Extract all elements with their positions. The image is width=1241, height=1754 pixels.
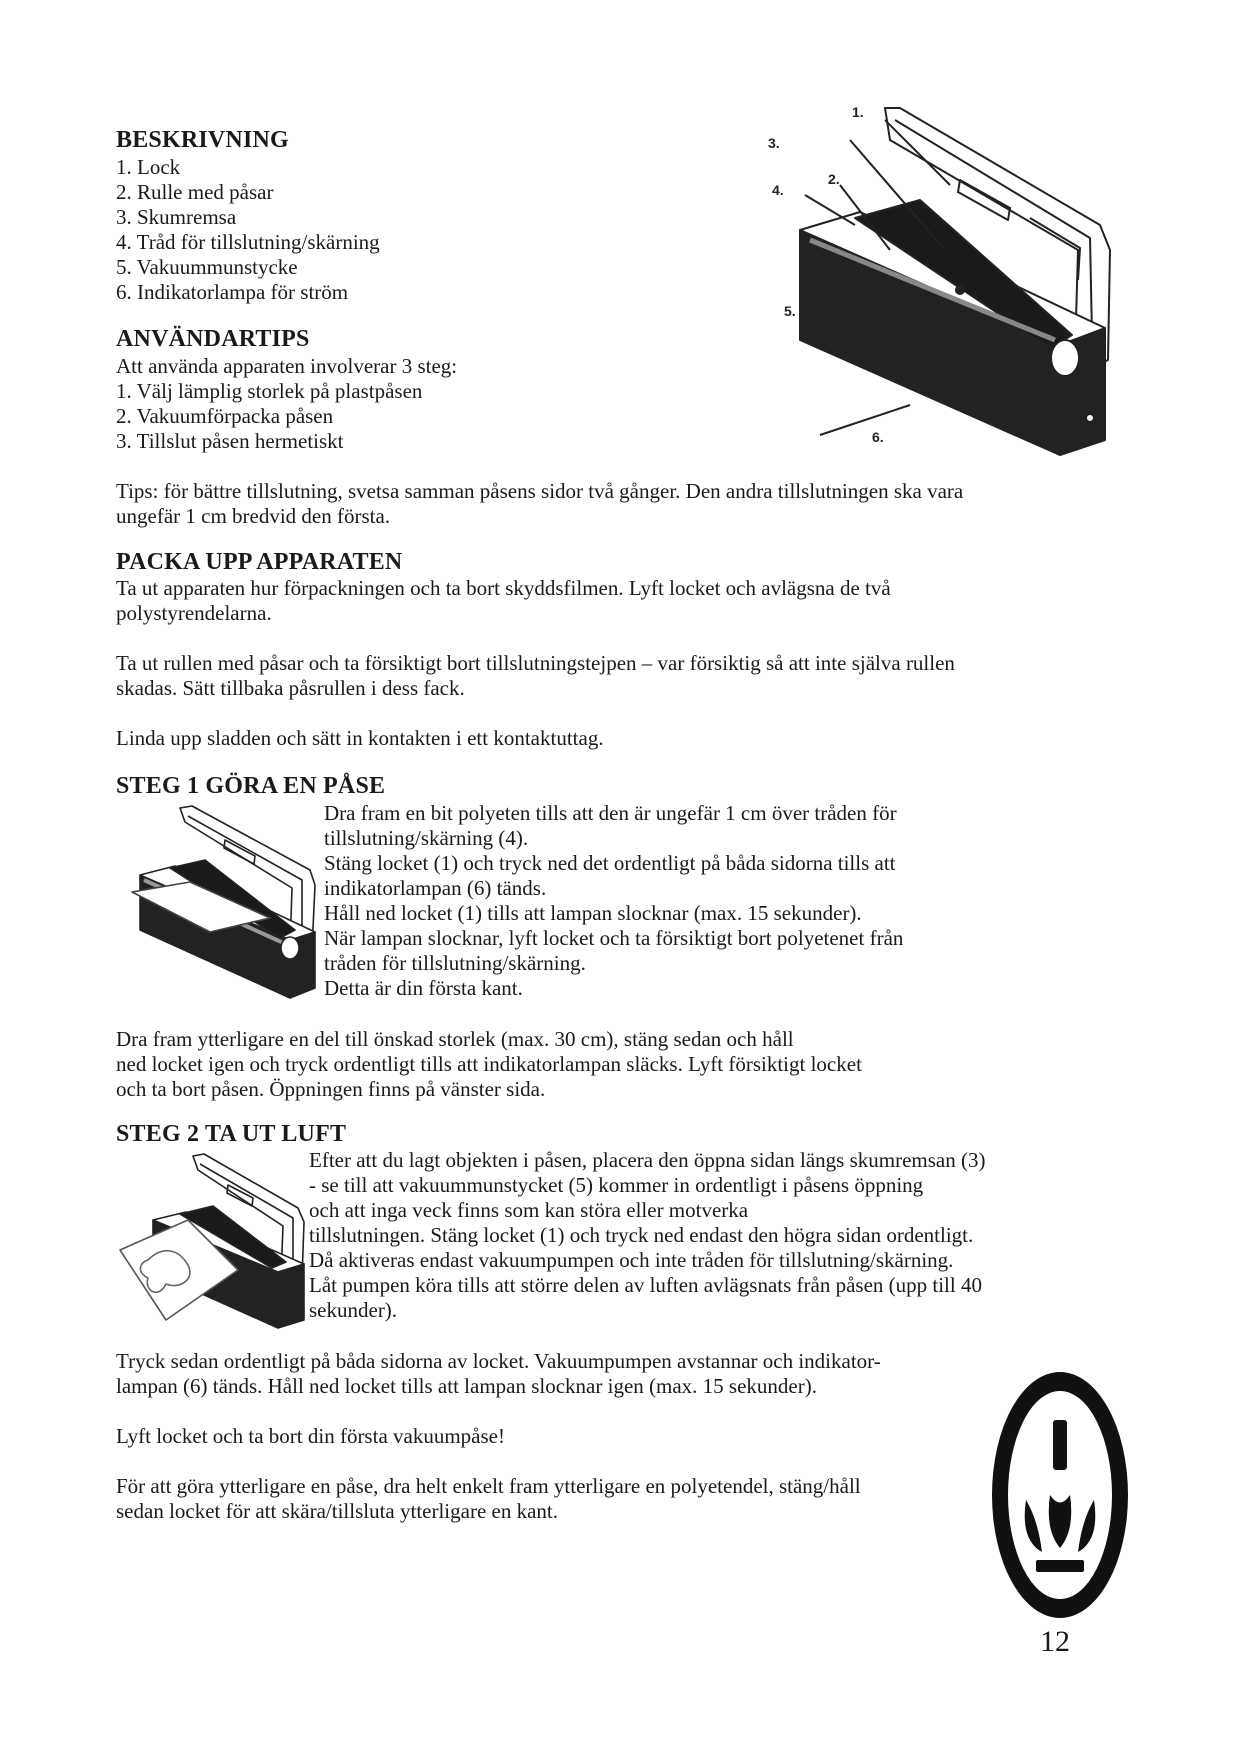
packa-paragraph-2 [116, 651, 955, 701]
list-item: 5. Vakuummunstycke [116, 255, 298, 279]
steg2-heading: STEG 2 TA UT LUFT [116, 1121, 347, 1147]
tips-paragraph [116, 479, 963, 529]
figure-label: 4. [772, 182, 784, 198]
list-item: 6. Indikatorlampa för ström [116, 280, 349, 304]
text-line: Dra fram en bit polyeten tills att den är ungefär 1 cm över tråden för [324, 801, 897, 825]
steg2-instructions [309, 1148, 985, 1323]
text-line: När lampan slocknar, lyft locket och ta försiktigt bort polyetenet från [324, 926, 904, 950]
text-line: Lyft locket och ta bort din första vakuumpåse! [116, 1424, 505, 1448]
text-line: Tips: för bättre tillslutning, svetsa samman påsens sidor två gånger. Den andra tillslutningen ska vara [116, 479, 964, 503]
steg2-after-paragraph [116, 1349, 881, 1399]
text-line: lampan (6) tänds. Håll ned locket tills att lampan slocknar igen (max. 15 sekunder). [116, 1374, 817, 1398]
list-item: 1. Lock [116, 155, 181, 179]
steg2-paragraph-3 [116, 1474, 861, 1524]
text-line: Håll ned locket (1) tills att lampan slocknar (max. 15 sekunder). [324, 901, 862, 925]
packa-paragraph-1 [116, 576, 891, 626]
text-line: Ta ut apparaten hur förpackningen och ta bort skyddsfilmen. Lyft locket och avlägsna de två [116, 576, 891, 600]
text-line: Då aktiveras endast vakuumpumpen och inte tråden för tillslutning/skärning. [309, 1248, 954, 1272]
anvandartips-body [116, 354, 457, 454]
steg1-after-paragraph [116, 1027, 862, 1102]
text-line: och att inga veck finns som kan störa eller motverka [309, 1198, 749, 1222]
vacuum-sealer-figure [760, 100, 1120, 460]
steg2-paragraph-2 [116, 1424, 505, 1449]
text-line: Ta ut rullen med påsar och ta försiktigt bort tillslutningstejpen – var försiktig så att inte själva rullen [116, 651, 955, 675]
text-line: Efter att du lagt objekten i påsen, placera den öppna sidan längs skumremsan (3) [309, 1148, 986, 1172]
list-item: 2. Rulle med påsar [116, 180, 274, 204]
text-line: tillslutning/skärning (4). [324, 826, 529, 850]
figure-label: 2. [828, 171, 840, 187]
page-number: 12 [1040, 1625, 1070, 1658]
text-line: Dra fram ytterligare en del till önskad storlek (max. 30 cm), stäng sedan och håll [116, 1027, 794, 1051]
list-item: 1. Välj lämplig storlek på plastpåsen [116, 379, 423, 403]
beskrivning-list [116, 155, 380, 305]
text-line: indikatorlampan (6) tänds. [324, 876, 547, 900]
steg1-figure [130, 800, 320, 1000]
packa-paragraph-3 [116, 726, 604, 751]
intro-text: Att använda apparaten involverar 3 steg: [116, 354, 458, 378]
list-item: 3. Tillslut påsen hermetiskt [116, 429, 344, 453]
steg1-instructions [324, 801, 903, 1001]
text-line: sekunder). [309, 1298, 398, 1322]
figure-label: 1. [852, 104, 864, 120]
text-line: ungefär 1 cm bredvid den första. [116, 504, 391, 528]
text-line: - se till att vakuummunstycket (5) kommer in ordentligt i påsens öppning [309, 1173, 924, 1197]
text-line: Detta är din första kant. [324, 976, 523, 1000]
steg2-figure [118, 1150, 308, 1330]
figure-label: 3. [768, 135, 780, 151]
sealer-emblem-icon [990, 1370, 1130, 1620]
text-line: Tryck sedan ordentligt på båda sidorna av locket. Vakuumpumpen avstannar och indikator- [116, 1349, 881, 1373]
list-item: 2. Vakuumförpacka påsen [116, 404, 334, 428]
text-line: polystyrendelarna. [116, 601, 272, 625]
beskrivning-heading: BESKRIVNING [116, 127, 289, 153]
text-line: Linda upp sladden och sätt in kontakten i ett kontaktuttag. [116, 726, 604, 750]
text-line: Låt pumpen köra tills att större delen av luften avlägsnats från påsen (upp till 40 [309, 1273, 982, 1297]
list-item: 3. Skumremsa [116, 205, 237, 229]
text-line: tillslutningen. Stäng locket (1) och tryck ned endast den högra sidan ordentligt. [309, 1223, 974, 1247]
text-line: skadas. Sätt tillbaka påsrullen i dess fack. [116, 676, 465, 700]
text-line: sedan locket för att skära/tillsluta ytterligare en kant. [116, 1499, 559, 1523]
text-line: För att göra ytterligare en påse, dra helt enkelt fram ytterligare en polyetendel, stäng/håll [116, 1474, 861, 1498]
packa-heading: PACKA UPP APPARATEN [116, 549, 403, 575]
figure-label: 6. [872, 429, 884, 445]
steg1-heading: STEG 1 GÖRA EN PÅSE [116, 773, 386, 799]
text-line: ned locket igen och tryck ordentligt tills att indikatorlampan släcks. Lyft försiktigt locket [116, 1052, 862, 1076]
list-item: 4. Tråd för tillslutning/skärning [116, 230, 380, 254]
anvandartips-heading: ANVÄNDARTIPS [116, 326, 310, 352]
text-line: tråden för tillslutning/skärning. [324, 951, 586, 975]
figure-label: 5. [784, 303, 796, 319]
text-line: och ta bort påsen. Öppningen finns på vänster sida. [116, 1077, 546, 1101]
text-line: Stäng locket (1) och tryck ned det ordentligt på båda sidorna tills att [324, 851, 896, 875]
